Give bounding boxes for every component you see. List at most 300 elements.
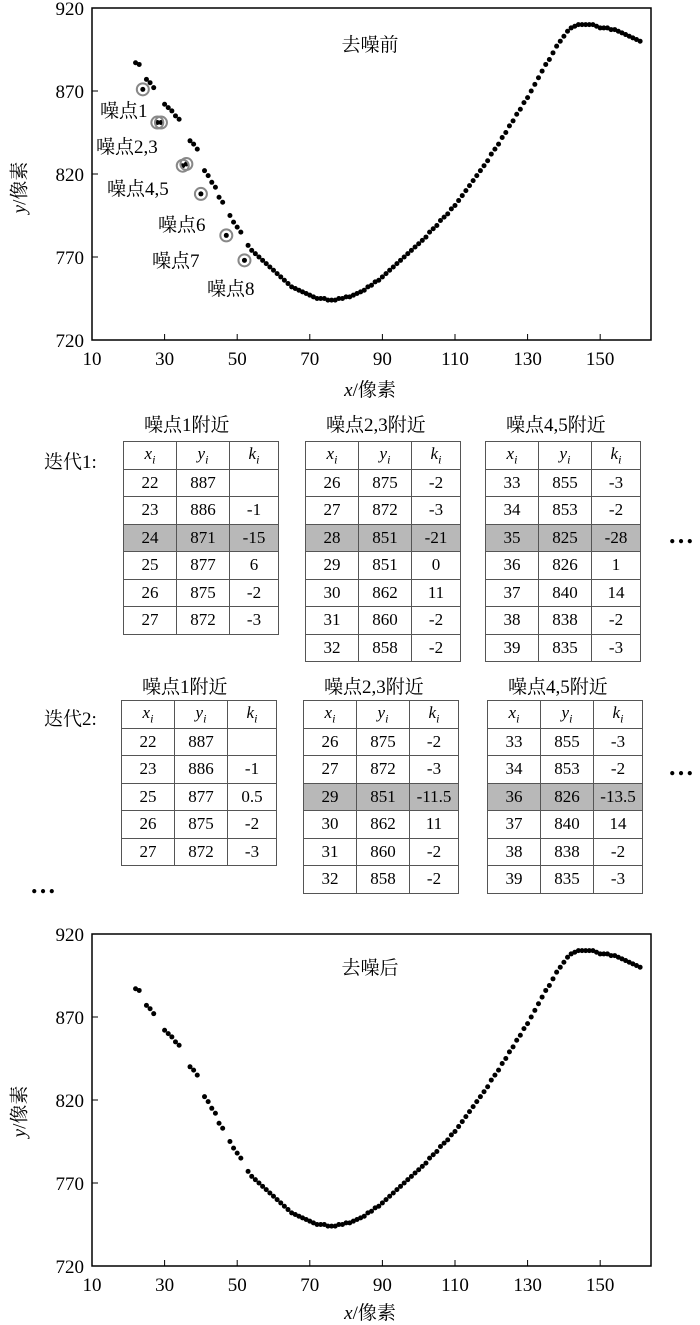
- data-point: [231, 1146, 236, 1151]
- table-cell: 875: [359, 469, 412, 497]
- y-tick-label: 870: [55, 1008, 84, 1029]
- table-cell: 27: [124, 607, 177, 635]
- column-header: $k_i$: [592, 442, 641, 470]
- table-cell: -2: [594, 756, 643, 784]
- table-cell: [228, 728, 277, 756]
- table-cell: 27: [304, 756, 357, 784]
- table-row: [124, 579, 279, 607]
- bottom-chart-points: [133, 948, 643, 1229]
- bottom-ylabel-var: y: [9, 1128, 31, 1138]
- data-point: [242, 258, 247, 263]
- top-scatter-chart: [0, 0, 700, 410]
- data-point: [202, 1094, 207, 1099]
- table-row: [304, 811, 459, 839]
- data-point: [206, 1099, 211, 1104]
- data-point: [482, 1089, 487, 1094]
- y-tick-label: 820: [55, 165, 84, 186]
- table-cell: 872: [357, 756, 410, 784]
- noise-neighborhood-table: [123, 441, 279, 635]
- table-cell: 33: [488, 728, 541, 756]
- data-point: [191, 1068, 196, 1073]
- noise-neighborhood-table: [303, 700, 459, 894]
- table-cell: -3: [228, 838, 277, 866]
- data-point: [220, 1126, 225, 1131]
- data-point: [547, 983, 552, 988]
- table-cell: 851: [359, 552, 412, 580]
- table-cell: 29: [304, 783, 357, 811]
- data-point: [550, 976, 555, 981]
- table-cell: 851: [359, 524, 412, 552]
- table-cell: -3: [592, 634, 641, 662]
- table-cell: 11: [410, 811, 459, 839]
- data-point: [235, 225, 240, 230]
- table-cell: -3: [230, 607, 279, 635]
- data-point: [445, 1137, 450, 1142]
- data-point: [206, 173, 211, 178]
- table-row: [488, 811, 643, 839]
- data-point: [500, 135, 505, 140]
- table-cell: 35: [486, 524, 539, 552]
- noise-label-2-3: 噪点2,3: [96, 137, 158, 158]
- data-point: [558, 39, 563, 44]
- table-row: [486, 579, 641, 607]
- x-tick-label: 90: [372, 1275, 392, 1296]
- table-cell: 31: [306, 607, 359, 635]
- data-point: [460, 193, 465, 198]
- table-cell: 26: [306, 469, 359, 497]
- table-row: [304, 783, 459, 811]
- iteration-1-label: 迭代1:: [44, 452, 97, 473]
- column-header: $x_i$: [304, 701, 357, 729]
- data-point: [220, 200, 225, 205]
- data-point: [434, 223, 439, 228]
- x-tick-label: 130: [513, 1275, 542, 1296]
- noise-label-4-5: 噪点4,5: [107, 179, 169, 200]
- table-cell: -2: [410, 838, 459, 866]
- data-point: [445, 211, 450, 216]
- column-header: $k_i$: [410, 701, 459, 729]
- data-point: [137, 62, 142, 67]
- data-point: [543, 62, 548, 67]
- x-tick-label: 150: [585, 1275, 615, 1296]
- table-cell: -2: [592, 497, 641, 525]
- table-cell: 887: [177, 469, 230, 497]
- table-row: [488, 756, 643, 784]
- table-row: [306, 524, 461, 552]
- data-point: [191, 142, 196, 147]
- table-cell: 25: [122, 783, 175, 811]
- table-cell: 840: [541, 811, 594, 839]
- x-tick-label: 90: [372, 349, 392, 370]
- table-cell: -11.5: [410, 783, 459, 811]
- data-point: [558, 965, 563, 970]
- data-point: [238, 230, 243, 235]
- ellipsis-iter2: …: [668, 752, 695, 781]
- data-point: [137, 988, 142, 993]
- table-row: [486, 497, 641, 525]
- table-row: [304, 756, 459, 784]
- table-header-row: [304, 701, 459, 729]
- data-point: [231, 220, 236, 225]
- data-point: [195, 147, 200, 152]
- data-point: [148, 1006, 153, 1011]
- data-point: [511, 1044, 516, 1049]
- table-cell: 871: [177, 524, 230, 552]
- table-cell: 37: [486, 579, 539, 607]
- table-row: [486, 552, 641, 580]
- data-point: [485, 1084, 490, 1089]
- noise-label-7: 噪点7: [152, 251, 200, 272]
- data-point: [467, 183, 472, 188]
- table-header-row: [122, 701, 277, 729]
- table-cell: 862: [357, 811, 410, 839]
- data-point: [213, 185, 218, 190]
- table-cell: 862: [359, 579, 412, 607]
- data-point: [235, 1151, 240, 1156]
- table-cell: 875: [357, 728, 410, 756]
- table-cell: 838: [539, 607, 592, 635]
- data-point: [478, 168, 483, 173]
- top-chart-ylabel: [4, 162, 31, 214]
- x-tick-label: 150: [585, 349, 615, 370]
- table-cell: -2: [592, 607, 641, 635]
- data-point: [543, 988, 548, 993]
- top-plot-frame: [92, 8, 651, 340]
- data-point: [554, 44, 559, 49]
- data-point: [518, 107, 523, 112]
- table-cell: -13.5: [594, 783, 643, 811]
- table-cell: 0: [412, 552, 461, 580]
- data-point: [151, 85, 156, 90]
- table-row: [306, 552, 461, 580]
- table-cell: 877: [175, 783, 228, 811]
- data-point: [507, 123, 512, 128]
- table-cell: 38: [486, 607, 539, 635]
- data-point: [195, 1073, 200, 1078]
- data-point: [536, 75, 541, 80]
- table-cell: 31: [304, 838, 357, 866]
- x-tick-label: 50: [227, 349, 247, 370]
- table-cell: 887: [175, 728, 228, 756]
- top-chart-xlabel: [344, 375, 396, 402]
- table-cell: 855: [541, 728, 594, 756]
- data-point: [525, 1021, 530, 1026]
- data-point: [478, 1094, 483, 1099]
- data-point: [474, 173, 479, 178]
- table-row: [306, 497, 461, 525]
- table-cell: 840: [539, 579, 592, 607]
- data-point: [474, 1099, 479, 1104]
- table-row: [124, 497, 279, 525]
- data-point: [532, 1008, 537, 1013]
- bottom-chart-ylabel: [4, 1086, 31, 1138]
- table-cell: 26: [124, 579, 177, 607]
- table-cell: -1: [230, 497, 279, 525]
- x-tick-label: 70: [300, 349, 320, 370]
- data-point: [434, 1149, 439, 1154]
- data-point: [238, 1156, 243, 1161]
- data-point: [460, 1119, 465, 1124]
- table-cell: 24: [124, 524, 177, 552]
- table-cell: 835: [541, 866, 594, 894]
- bottom-chart-ticks: [56, 925, 615, 1296]
- data-point: [482, 163, 487, 168]
- data-point: [536, 1001, 541, 1006]
- data-point: [554, 970, 559, 975]
- y-tick-label: 720: [55, 1257, 84, 1278]
- data-point: [198, 191, 203, 196]
- table-row: [304, 728, 459, 756]
- table-cell: 11: [412, 579, 461, 607]
- data-point: [638, 965, 643, 970]
- x-tick-label: 130: [513, 349, 542, 370]
- data-point: [514, 1038, 519, 1043]
- data-point: [209, 1106, 214, 1111]
- data-point: [529, 1015, 534, 1020]
- table-cell: -28: [592, 524, 641, 552]
- column-header: $k_i$: [228, 701, 277, 729]
- table-row: [486, 524, 641, 552]
- data-point: [540, 995, 545, 1000]
- data-point: [246, 1169, 251, 1174]
- table-header-row: [124, 442, 279, 470]
- table-cell: 26: [122, 811, 175, 839]
- data-point: [503, 130, 508, 135]
- y-tick-label: 870: [55, 82, 84, 103]
- data-point: [217, 1121, 222, 1126]
- column-header: $y_i$: [359, 442, 412, 470]
- iteration-2-label: 迭代2:: [44, 709, 97, 730]
- table-cell: 36: [488, 783, 541, 811]
- table-title: 噪点4,5附近: [506, 415, 606, 436]
- noise-neighborhood-table: [305, 441, 461, 662]
- x-tick-label: 50: [227, 1275, 247, 1296]
- data-point: [550, 50, 555, 55]
- table-cell: 14: [592, 579, 641, 607]
- y-tick-label: 820: [55, 1091, 84, 1112]
- table-cell: 875: [175, 811, 228, 839]
- y-tick-label: 920: [55, 925, 84, 946]
- data-point: [423, 1161, 428, 1166]
- data-point: [485, 158, 490, 163]
- x-tick-label: 110: [441, 349, 469, 370]
- table-cell: [230, 469, 279, 497]
- table-row: [122, 728, 277, 756]
- noise-label-1: 噪点1: [100, 101, 148, 122]
- y-tick-label: 770: [55, 1174, 84, 1195]
- table-cell: 32: [304, 866, 357, 894]
- column-header: $x_i$: [488, 701, 541, 729]
- data-point: [471, 1104, 476, 1109]
- table-row: [124, 469, 279, 497]
- table-cell: 27: [122, 838, 175, 866]
- table-cell: 29: [306, 552, 359, 580]
- column-header: $x_i$: [486, 442, 539, 470]
- data-point: [423, 235, 428, 240]
- table-header-row: [488, 701, 643, 729]
- table-row: [306, 469, 461, 497]
- table-row: [486, 469, 641, 497]
- data-point: [511, 118, 516, 123]
- column-header: $x_i$: [122, 701, 175, 729]
- table-cell: 855: [539, 469, 592, 497]
- data-point: [561, 34, 566, 39]
- table-cell: 23: [124, 497, 177, 525]
- data-point: [452, 203, 457, 208]
- column-header: $k_i$: [230, 442, 279, 470]
- table-cell: 34: [486, 497, 539, 525]
- table-cell: 39: [488, 866, 541, 894]
- table-title: 噪点4,5附近: [508, 677, 608, 698]
- data-point: [532, 82, 537, 87]
- table-cell: 872: [359, 497, 412, 525]
- table-cell: -2: [410, 728, 459, 756]
- data-point: [467, 1109, 472, 1114]
- column-header: $x_i$: [306, 442, 359, 470]
- table-cell: 860: [359, 607, 412, 635]
- table-header-row: [486, 442, 641, 470]
- table-cell: 33: [486, 469, 539, 497]
- table-cell: -2: [412, 634, 461, 662]
- column-header: $x_i$: [124, 442, 177, 470]
- table-cell: 835: [539, 634, 592, 662]
- table-cell: 858: [359, 634, 412, 662]
- data-point: [492, 147, 497, 152]
- data-point: [529, 89, 534, 94]
- data-point: [463, 1114, 468, 1119]
- table-cell: -2: [412, 607, 461, 635]
- table-cell: 30: [304, 811, 357, 839]
- data-point: [489, 1078, 494, 1083]
- data-point: [227, 1139, 232, 1144]
- column-header: $y_i$: [541, 701, 594, 729]
- y-tick-label: 770: [55, 248, 84, 269]
- x-tick-label: 30: [155, 1275, 175, 1296]
- table-cell: 25: [124, 552, 177, 580]
- data-point: [224, 233, 229, 238]
- data-point: [471, 178, 476, 183]
- column-header: $k_i$: [412, 442, 461, 470]
- data-point: [202, 168, 207, 173]
- bottom-ylabel-unit: /像素: [9, 1085, 31, 1129]
- data-point: [456, 1124, 461, 1129]
- table-cell: -2: [410, 866, 459, 894]
- noise-neighborhood-table: [485, 441, 641, 662]
- ellipsis-continue: …: [30, 870, 57, 899]
- noise-neighborhood-table: [487, 700, 643, 894]
- data-point: [246, 243, 251, 248]
- table-cell: -3: [592, 469, 641, 497]
- data-point: [217, 195, 222, 200]
- table-cell: 6: [230, 552, 279, 580]
- table-row: [488, 866, 643, 894]
- y-tick-label: 720: [55, 331, 84, 352]
- data-point: [492, 1073, 497, 1078]
- table-cell: 27: [306, 497, 359, 525]
- data-point: [151, 1011, 156, 1016]
- column-header: $y_i$: [175, 701, 228, 729]
- data-point: [525, 95, 530, 100]
- table-cell: -2: [230, 579, 279, 607]
- data-point: [209, 180, 214, 185]
- table-cell: 37: [488, 811, 541, 839]
- table-row: [306, 634, 461, 662]
- x-tick-label: 110: [441, 1275, 469, 1296]
- table-row: [486, 607, 641, 635]
- table-cell: 838: [541, 838, 594, 866]
- data-point: [540, 69, 545, 74]
- y-tick-label: 920: [55, 0, 84, 20]
- table-cell: 875: [177, 579, 230, 607]
- data-point: [507, 1049, 512, 1054]
- column-header: $k_i$: [594, 701, 643, 729]
- data-point: [213, 1111, 218, 1116]
- table-cell: 14: [594, 811, 643, 839]
- table-cell: 26: [304, 728, 357, 756]
- table-cell: -2: [594, 838, 643, 866]
- x-tick-label: 10: [82, 1275, 102, 1296]
- table-cell: -1: [228, 756, 277, 784]
- data-point: [140, 87, 145, 92]
- table-cell: 826: [541, 783, 594, 811]
- bottom-chart-xlabel: [344, 1298, 396, 1325]
- table-cell: 38: [488, 838, 541, 866]
- table-cell: 34: [488, 756, 541, 784]
- table-row: [122, 783, 277, 811]
- table-row: [304, 838, 459, 866]
- table-cell: 22: [124, 469, 177, 497]
- table-cell: -15: [230, 524, 279, 552]
- table-row: [488, 838, 643, 866]
- data-point: [148, 80, 153, 85]
- table-cell: 0.5: [228, 783, 277, 811]
- table-cell: 860: [357, 838, 410, 866]
- table-row: [488, 783, 643, 811]
- top-ylabel-var: y: [9, 204, 31, 214]
- data-point: [177, 117, 182, 122]
- table-cell: 826: [539, 552, 592, 580]
- top-xlabel-var: x: [344, 380, 353, 401]
- table-cell: -2: [412, 469, 461, 497]
- table-row: [122, 756, 277, 784]
- table-title: 噪点1附近: [144, 415, 230, 436]
- table-title: 噪点2,3附近: [326, 415, 426, 436]
- table-cell: 36: [486, 552, 539, 580]
- data-point: [638, 39, 643, 44]
- table-row: [306, 579, 461, 607]
- bottom-plot-frame: [92, 934, 651, 1266]
- data-point: [456, 198, 461, 203]
- data-point: [521, 100, 526, 105]
- table-cell: -3: [412, 497, 461, 525]
- table-title: 噪点1附近: [142, 677, 228, 698]
- table-row: [488, 728, 643, 756]
- table-cell: 23: [122, 756, 175, 784]
- noise-neighborhood-table: [121, 700, 277, 866]
- table-cell: -21: [412, 524, 461, 552]
- table-cell: 825: [539, 524, 592, 552]
- data-point: [496, 1068, 501, 1073]
- table-row: [122, 838, 277, 866]
- table-cell: 853: [541, 756, 594, 784]
- table-cell: -3: [410, 756, 459, 784]
- column-header: $y_i$: [539, 442, 592, 470]
- table-cell: 39: [486, 634, 539, 662]
- table-cell: 851: [357, 783, 410, 811]
- table-cell: 32: [306, 634, 359, 662]
- data-point: [169, 1034, 174, 1039]
- table-row: [304, 866, 459, 894]
